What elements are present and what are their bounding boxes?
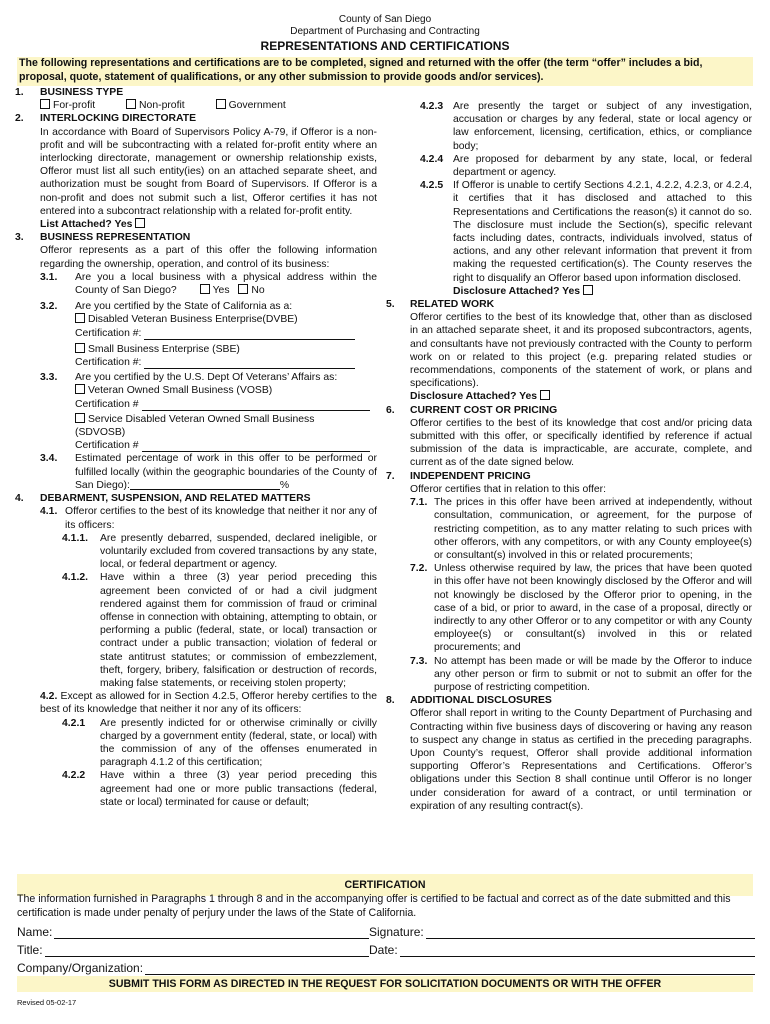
disclosure-attached-row [410,390,752,403]
p4-2-5-text: If Offeror is unable to certify Sections 4.2.1, 4.2.2, 4.2.3, or 4.2.4, it certifies that it has disclosed and attached to this Representations and Certifications the reason(s) it cannot do so. The disclosure must include the Section(s), specific relevant facts including dates, contracts, individuals involved, status of actions, and any other relevant information that prevent it from making the requested certification(s). The County reserves the right to disqualify an Offeror based upon information disclosed. [453,180,752,284]
q3-4 [40,452,377,492]
section-number: 5. [386,299,395,311]
dvbe-cert-field[interactable] [144,329,355,340]
no-label: No [251,285,265,297]
business-type-options [40,99,377,112]
p4-2-4-text: Are proposed for debarment by any state, local, or federal department or agency. [453,153,752,179]
local-percentage-field[interactable] [130,479,280,490]
item-number: 4.2. [40,691,58,703]
yes-label: Yes [562,285,581,297]
p4-1 [40,505,377,531]
item-number: 3.4. [40,453,58,465]
revision-date: Revised 05-02-17 [17,998,77,1007]
for-profit-checkbox[interactable] [40,99,50,109]
section-number: 3. [15,232,24,244]
p7-2-text: Unless otherwise required by law, the prices that have been quoted in this offer have not been knowingly disclosed by the Offeror and will not knowingly be disclosed by the Offeror prior to opening, in the case of a bid, or prior to award, in the case of a proposal, directly or indirectly to any other Offeror or to any competitor or with any County employee(s) or consultant(s) involved in this or related procurements; and [434,563,752,654]
p4-2-1-text: Are presently indicted for or otherwise criminally or civilly charged by a government entity (federal, state, or local) with the commission of any of the offenses enumerated in paragraph 4.1.2 of this certification; [100,717,377,769]
section-6-title: CURRENT COST OR PRICING [410,404,558,416]
header-department: Department of Purchasing and Contracting [290,26,480,37]
yes-label: Yes [114,219,133,231]
item-number: 7.1. [410,497,428,509]
item-number: 4.2.2 [62,770,86,782]
signature-field[interactable] [426,927,755,939]
vosb-cert-field[interactable] [142,400,370,411]
local-no-checkbox[interactable] [238,284,248,294]
sdvosb-checkbox[interactable] [75,413,85,423]
p4-2-4 [386,153,752,179]
p4-2-3 [386,100,752,153]
p7-2 [410,562,752,654]
dvbe-cert-label: Certification #: [75,327,142,339]
signature-row [369,925,755,939]
section-6-text: Offeror certifies to the best of its knowledge that cost and/or pricing data submitted with this offer, or specifically identified by reference if actual submission of the data is impracticable, are accurate, complete, and current as of the date signed below. [410,417,752,469]
dvbe-label: Disabled Veteran Business Enterprise(DVBE) [88,314,298,326]
sdvosb-label: Service Disabled Veteran Owned Small Business (SDVOSB) [75,413,315,439]
sbe-checkbox[interactable] [75,343,85,353]
p7-3 [410,655,752,695]
disclosure-label: Disclosure Attached? [410,391,517,403]
date-label: Date: [369,943,398,957]
section-number: 6. [386,404,395,416]
section-2 [15,112,377,231]
header-county: County of San Diego [338,14,432,25]
title-label: Title: [17,943,43,957]
date-row [369,943,755,957]
item-number: 7.2. [410,563,428,575]
p4-2-5 [386,179,752,298]
q3-1 [40,271,377,297]
title-row [17,943,369,957]
p4-2-1 [40,717,377,770]
date-field[interactable] [400,945,755,957]
dvbe-checkbox[interactable] [75,313,85,323]
p4-2-2 [40,769,377,809]
q3-3 [40,371,377,452]
p4-1-2-text: Have within a three (3) year period preceding this agreement been convicted of or had a civil judgment rendered against them for commission of fraud or criminal offense in connection with obtaining, attempting to obtain, or performing a public (federal, state, or local) transaction or contract under a public transaction; violation of federal or state antitrust statutes; or commission of embezzlement, theft, forgery, bribery, falsification or destruction of records, making false statements, or receiving stolen property; [100,572,377,689]
section-2-title: INTERLOCKING DIRECTORATE [40,113,197,125]
disclosure-5-checkbox[interactable] [540,390,550,400]
p4-1-1-text: Are presently debarred, suspended, declared ineligible, or voluntarily excluded from covered transactions by any state, local, or federal department or agency. [100,532,377,571]
item-number: 7.3. [410,655,428,667]
sbe-label: Small Business Enterprise (SBE) [88,343,240,355]
list-attached-row [40,218,377,231]
vosb-label: Veteran Owned Small Business (VOSB) [88,385,273,397]
section-8-title: ADDITIONAL DISCLOSURES [410,695,552,707]
section-3-text: Offeror represents as a part of this offer the following information regarding the ownership, operation, and control of its business: [40,245,377,270]
name-label: Name: [17,925,53,939]
p4-2 [40,690,377,716]
section-5-text: Offeror certifies to the best of its knowledge that, other than as disclosed in an attached separate sheet, it and its proposed subcontractors, agents, and consultants have not previously contracted with the County to perform work on or related to this project (e.g. preparing related studies or recommendations, components of the statement of work, or plans and specifications). [410,312,752,390]
non-profit-checkbox[interactable] [126,99,136,109]
p7-1-text: The prices in this offer have been arrived at independently, without consultation, communication, or agreement, for the purpose of restricting competition, as to any matter relating to such prices with other offerors, with any competitors, or with any County employee(s) or consultant(s) involved in this or related procurements; [434,497,752,561]
left-column [15,86,377,809]
item-number: 3.2. [40,301,58,313]
sdvosb-cert-field[interactable] [142,441,370,452]
submit-instructions: SUBMIT THIS FORM AS DIRECTED IN THE REQUEST FOR SOLICITATION DOCUMENTS OR WITH THE OFFER [17,976,753,992]
p4-2-2-text: Have within a three (3) year period preceding this agreement had one or more public transactions (federal, state or local) terminated for cause or default; [100,770,377,808]
item-number: 4.1.1. [62,532,88,544]
section-number: 4. [15,493,24,505]
section-3 [15,231,377,492]
section-8-text: Offeror shall report in writing to the County Department of Purchasing and Contracting within five business days of discovering or having any reason to suspect any change in status as certified in the preceding paragraphs. Upon County’s request, Offeror shall provide additional information supporting Offeror’s Representations and Certifications. Offeror’s obligations under this Section 8 shall continue until Offeror is no longer under consideration for award of a contract, or until termination or expiration of any resulting contract(s). [410,708,752,812]
section-number: 7. [386,470,395,482]
vosb-checkbox[interactable] [75,384,85,394]
intro-banner: The following representations and certifications are to be completed, signed and returned with the offer (the term “offer” includes a bid, proposal, quote, statement of qualifications, or any other submission to provide goods and/or services). [17,57,753,86]
signature-label: Signature: [369,925,424,939]
section-1-title: BUSINESS TYPE [40,87,124,98]
section-6 [386,404,752,470]
company-label: Company/Organization: [17,961,144,975]
item-number: 4.1.2. [62,572,88,584]
non-profit-label: Non-profit [139,100,185,112]
name-field[interactable] [54,927,369,939]
section-7-title: INDEPENDENT PRICING [410,470,531,482]
p4-2-text: Except as allowed for in Section 4.2.5, Offeror hereby certifies to the best of its knowledge that neither it nor any of its officers: [40,691,377,716]
sbe-cert-label: Certification #: [75,357,142,369]
item-number: 4.2.1 [62,717,86,729]
section-7-text: Offeror certifies that in relation to this offer: [410,483,606,495]
p4-1-1 [40,532,377,572]
sbe-cert-field[interactable] [144,358,355,369]
item-number: 4.2.3 [420,101,444,112]
section-4 [15,492,377,809]
section-5 [386,298,752,404]
item-number: 4.2.5 [420,180,444,192]
p7-3-text: No attempt has been made or will be made by the Offeror to induce any other person or firm to submit or not to submit an offer for the purpose of restricting competition. [434,655,752,693]
q3-1-text: Are you a local business with a physical address within the County of San Diego? [75,271,377,297]
disclosure-label: Disclosure Attached? [453,285,560,297]
section-3-title: BUSINESS REPRESENTATION [40,232,191,244]
section-number: 1. [15,87,24,98]
q3-4-text: Estimated percentage of work in this offer to be performed or fulfilled locally (within the geographic boundaries of the County of San Diego): [75,453,377,491]
q3-2 [40,300,377,369]
q3-2-text: Are you certified by the State of California as a: [75,301,293,313]
p7-1 [410,496,752,562]
yes-label: Yes [519,391,538,403]
section-8 [386,694,752,813]
sdvosb-cert-label: Certification # [75,440,139,452]
q3-3-text: Are you certified by the U.S. Dept Of Veterans’ Affairs as: [75,372,338,384]
government-checkbox[interactable] [216,99,226,109]
page-title: REPRESENTATIONS AND CERTIFICATIONS [260,39,510,53]
local-yes-checkbox[interactable] [200,284,210,294]
name-row [17,925,369,939]
percent-sign: % [279,479,290,491]
section-2-text: In accordance with Board of Supervisors Policy A-79, if Offeror is a non-profit and will be subcontracting with a related for-profit entity where an interlocking directorate, management or ownership relationship exists, Offeror must list all such entity(ies) on an attached separate sheet, and authorization must be sought from Board of Supervisors. If Offeror is a non-profit and does not submit such a list, Offeror certifies it has not entered into a subcontract relationship with a related for-profit entity. [40,126,377,217]
disclosure-4-checkbox[interactable] [583,285,593,295]
certification-text: The information furnished in Paragraphs 1 through 8 and in the accompanying offer is certified to be factual and correct as of the date submitted and this certification is made under penalty of perjury under the laws of the State of California. [17,893,731,919]
p4-2-3-text: Are presently the target or subject of any investigation, accusation or charges by any federal, state or local agency or law enforcement, licensing, certification, ethics, or compliance body; [453,101,752,152]
section-number: 8. [386,695,395,707]
p4-1-text: Offeror certifies to the best of its knowledge that neither it nor any of its officers: [65,506,377,531]
item-number: 4.2.4 [420,153,444,165]
vosb-cert-label: Certification # [75,398,139,410]
disclosure-attached-row [453,285,752,298]
section-5-title: RELATED WORK [410,299,495,311]
list-attached-label: List Attached? [40,219,112,231]
item-number: 4.1. [40,506,58,518]
company-field[interactable] [145,963,755,975]
list-attached-checkbox[interactable] [135,218,145,228]
section-1 [15,86,377,112]
yes-label: Yes [212,285,230,297]
item-number: 3.1. [40,271,58,283]
title-field[interactable] [45,945,369,957]
right-column [386,100,752,813]
certification-title: CERTIFICATION [344,879,426,891]
section-number: 2. [15,113,24,125]
section-7 [386,470,752,694]
company-row [17,961,755,975]
section-4-title: DEBARMENT, SUSPENSION, AND RELATED MATTERS [40,493,311,505]
government-label: Government [228,100,286,112]
p4-1-2 [40,571,377,690]
item-number: 3.3. [40,372,58,384]
for-profit-label: For-profit [53,100,96,112]
